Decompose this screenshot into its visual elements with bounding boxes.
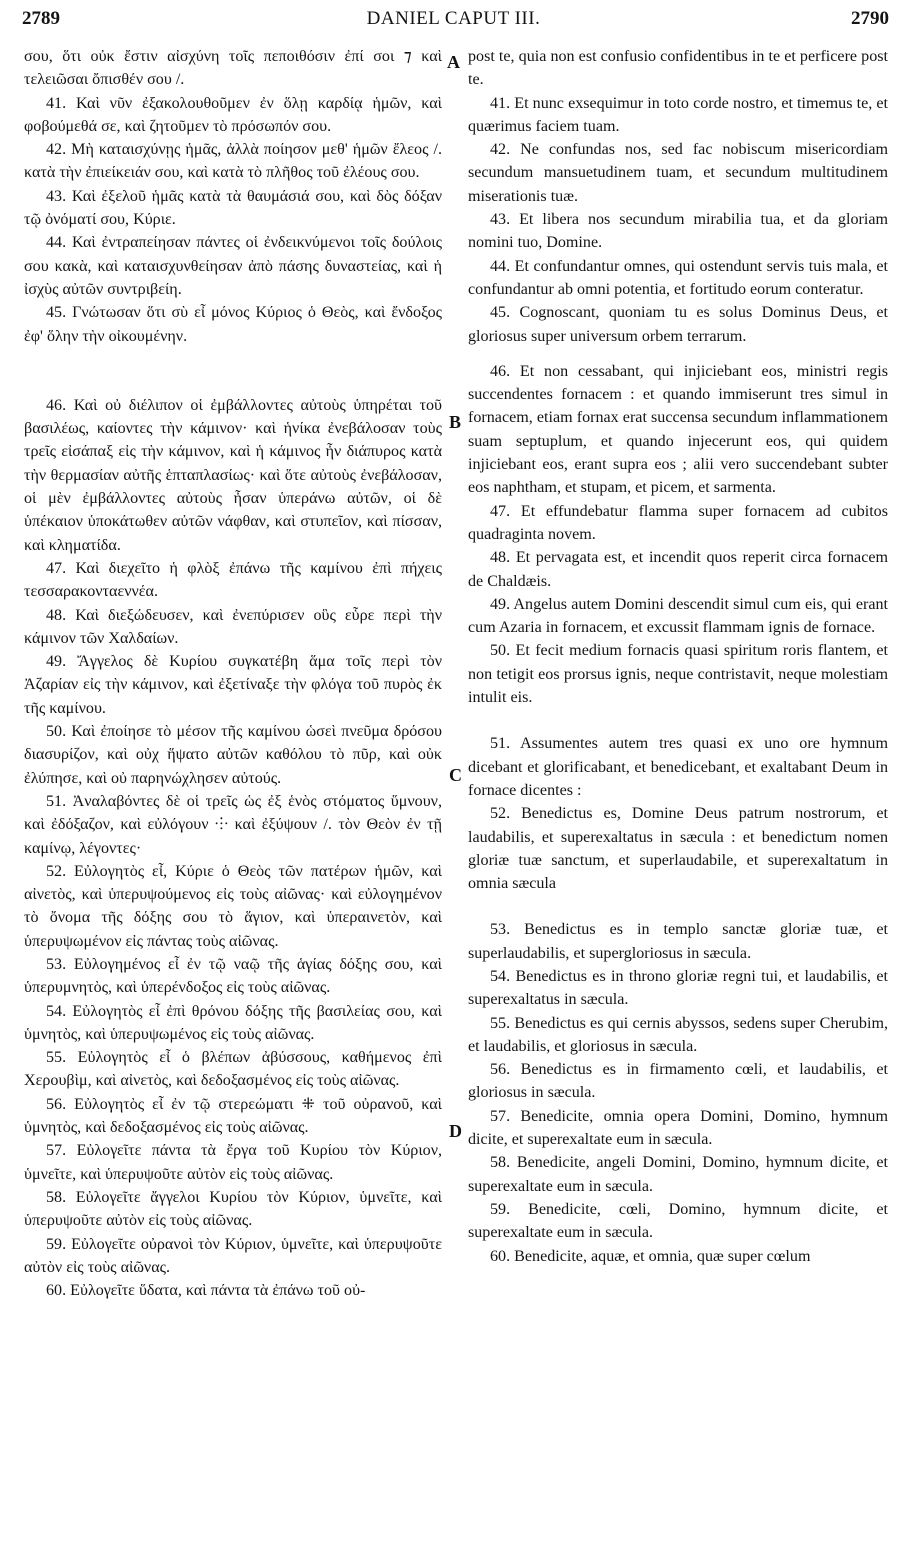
latin-verse-41: 41. Et nunc exsequimur in toto corde nostro, et timemus te, et quærimus faciem tuam. bbox=[468, 94, 888, 135]
latin-verse-54: 54. Benedictus es in throno gloriæ regni tui, et laudabilis, et superexaltatus in sæcula. bbox=[468, 967, 888, 1009]
latin-verse-47: 47. Et effundebatur flamma super fornacem ad cubitos quadraginta novem. bbox=[468, 502, 888, 543]
greek-verse-51: 51. Ἀναλαβόντες δὲ οἱ τρεῖς ὡς ἐξ ἑνὸς στόματος ὕμνουν, καὶ ἐδόξαζον, καὶ εὐλόγουν ⸭ καὶ ἐξύψουν /. τὸν Θεὸν ἐν τῇ καμίνῳ, λέγοντες· bbox=[24, 792, 442, 857]
greek-verse-42: 42. Μὴ καταισχύνῃς ἡμᾶς, ἀλλὰ ποίησον μεθ' ἡμῶν ἔλεος /. κατὰ τὴν ἐπιείκειάν σου, καὶ κατὰ τὸ πλῆθος τοῦ ἐλέους σου. bbox=[24, 141, 442, 182]
latin-verse-45: 45. Cognoscant, quoniam tu es solus Dominus Deus, et gloriosus super universum orbem terrarum. bbox=[468, 304, 888, 345]
latin-verse-46: 46. Et non cessabant, qui injiciebant eos, ministri regis succendentes fornacem : et quando immiserunt tres simul in fornacem, etiam fornax erat succensa secundum inflammationem suam septuplum, et quando injecerunt eos, qui quidem injiciebant eos, erant supra eos ; alii vero succendebant subter eos naphtham, et stupam, et picem, et sarmenta. bbox=[468, 362, 888, 497]
latin-verse-57: 57. Benedicite, omnia opera Domini, Domino, hymnum dicite, et superexaltate eum in sæcula. bbox=[468, 1107, 888, 1149]
greek-verse-46: 46. Καὶ οὐ διέλιπον οἱ ἐμβάλλοντες αὐτοὺς ὑπηρέται τοῦ βασιλέως, καίοντες τὴν κάμινον· καὶ ἡνίκα ἐνεβάλοσαν τοὺς τρεῖς εἰσάπαξ εἰς τὴν κάμινον, καὶ ἡ κάμινος ἦν διάπυρος κατὰ τὴν θερμασίαν αὐτῆς ἑπταπλασίως· καὶ ὅτε αὐτοὺς ἐνεβάλοσαν, οἱ μὲν ἐμβάλλοντες αὐτοὺς ἦσαν ὑπεράνω αὐτῶν, οἱ δὲ ὑπέκαιον ὑποκάτωθεν αὐτῶν νάφθαν, καὶ στυπεῖον, καὶ πίσσαν, καὶ κληματίδα. bbox=[24, 396, 442, 554]
greek-column bbox=[24, 45, 442, 1302]
left-page-number: 2789 bbox=[22, 8, 60, 29]
greek-verse-40-end: σου, ὅτι οὐκ ἔστιν αἰσχύνη τοῖς πεποιθόσιν ἐπί σοι ⁊ καὶ τελειῶσαι ὄπισθέν σου /. bbox=[24, 48, 442, 89]
margin-marker-b: B bbox=[449, 412, 462, 432]
greek-spacer bbox=[24, 348, 442, 371]
latin-verse-48: 48. Et pervagata est, et incendit quos reperit circa fornacem de Chaldæis. bbox=[468, 549, 888, 590]
greek-verse-43: 43. Καὶ ἐξελοῦ ἡμᾶς κατὰ τὰ θαυμάσιά σου, καὶ δὸς δόξαν τῷ ὀνόματί σου, Κύριε. bbox=[24, 187, 442, 229]
latin-spacer bbox=[468, 348, 888, 360]
margin-marker-c: C bbox=[449, 765, 462, 785]
greek-verse-57: 57. Εὐλογεῖτε πάντα τὰ ἔργα τοῦ Κυρίου τὸν Κύριον, ὑμνεῖτε, καὶ ὑπερυψοῦτε αὐτὸν εἰς τοὺς αἰῶνας. bbox=[24, 1142, 442, 1183]
greek-verse-41: 41. Καὶ νῦν ἐξακολουθοῦμεν ἐν ὅλῃ καρδίᾳ ἡμῶν, καὶ φοβούμεθά σε, καὶ ζητοῦμεν τὸ πρόσωπόν σου. bbox=[24, 94, 442, 135]
latin-verse-55: 55. Benedictus es qui cernis abyssos, sedens super Cherubim, et laudabilis, et gloriosus in sæcula. bbox=[468, 1014, 888, 1055]
greek-verse-54: 54. Εὐλογητὸς εἶ ἐπὶ θρόνου δόξης τῆς βασιλείας σου, καὶ ὑμνητὸς, καὶ ὑπερυψωμένος εἰς τοὺς αἰῶνας. bbox=[24, 1002, 442, 1043]
greek-verse-44: 44. Καὶ ἐντραπείησαν πάντες οἱ ἐνδεικνύμενοι τοῖς δούλοις σου κακὰ, καὶ καταισχυνθείησαν ἀπὸ πάσης δυναστείας, καὶ ἡ ἰσχὺς αὐτῶν συντριβείη. bbox=[24, 234, 442, 298]
latin-verse-43: 43. Et libera nos secundum mirabilia tua, et da gloriam nomini tuo, Domine. bbox=[468, 211, 888, 252]
greek-verse-59: 59. Εὐλογεῖτε οὐρανοὶ τὸν Κύριον, ὑμνεῖτε, καὶ ὑπερυψοῦτε αὐτὸν εἰς τοὺς αἰῶνας. bbox=[24, 1235, 442, 1276]
greek-verse-47: 47. Καὶ διεχεῖτο ἡ φλὸξ ἐπάνω τῆς καμίνου ἐπὶ πήχεις τεσσαρακονταεννέα. bbox=[24, 559, 442, 601]
greek-verse-53: 53. Εὐλογημένος εἶ ἐν τῷ ναῷ τῆς ἁγίας δόξης σου, καὶ ὑπερυμνητὸς, καὶ ὑπερένδοξος εἰς τοὺς αἰῶνας. bbox=[24, 955, 442, 997]
latin-verse-53: 53. Benedictus es in templo sanctæ gloriæ tuæ, et superlaudabilis, et supergloriosus in sæcula. bbox=[468, 921, 888, 962]
latin-verse-42: 42. Ne confundas nos, sed fac nobiscum misericordiam secundum mansuetudinem tuam, et secundum multitudinem miserationis tuæ. bbox=[468, 141, 888, 205]
latin-spacer bbox=[468, 709, 888, 732]
greek-verse-48: 48. Καὶ διεξώδευσεν, καὶ ἐνεπύρισεν οὓς εὗρε περὶ τὴν κάμινον τῶν Χαλδαίων. bbox=[24, 606, 442, 647]
latin-spacer bbox=[468, 895, 888, 918]
running-title: DANIEL CAPUT III. bbox=[366, 8, 541, 29]
latin-verse-44: 44. Et confundantur omnes, qui ostendunt servis tuis mala, et confundantur ab omni potentia, et fortitudo eorum conteratur. bbox=[468, 257, 888, 298]
greek-verse-52: 52. Εὐλογητὸς εἶ, Κύριε ὁ Θεὸς τῶν πατέρων ἡμῶν, καὶ αἰνετὸς, καὶ ὑπερυψούμενος εἰς τοὺς αἰῶνας· καὶ εὐλογημένον τὸ ὄνομα τῆς δόξης σου τὸ ἅγιον, καὶ ὑπεραινετὸν, καὶ ὑπερυψωμένον εἰς πάντας τοὺς αἰῶνας. bbox=[24, 862, 442, 950]
greek-verse-56: 56. Εὐλογητὸς εἶ ἐν τῷ στερεώματι ⁜ τοῦ οὐρανοῦ, καὶ ὑμνητὸς, καὶ δεδοξασμένος εἰς τοὺς αἰῶνας. bbox=[24, 1095, 442, 1137]
greek-verse-55: 55. Εὐλογητὸς εἶ ὁ βλέπων ἀβύσσους, καθήμενος ἐπὶ Χερουβὶμ, καὶ αἰνετὸς, καὶ δεδοξασμένος εἰς τοὺς αἰῶνας. bbox=[24, 1049, 442, 1090]
page-header bbox=[0, 8, 907, 38]
latin-verse-51: 51. Assumentes autem tres quasi ex uno ore hymnum dicebant et glorificabant, et benedicebant, et exaltabant Deum in fornace dicentes : bbox=[468, 735, 888, 799]
latin-verse-49: 49. Angelus autem Domini descendit simul cum eis, qui erant cum Azaria in fornacem, et excussit flammam ignis de fornace. bbox=[468, 595, 888, 637]
latin-verse-50: 50. Et fecit medium fornacis quasi spiritum roris flantem, et non tetigit eos prorsus ignis, neque contristavit, neque molestiam intulit eis. bbox=[468, 642, 888, 707]
right-page-number: 2790 bbox=[851, 8, 889, 29]
latin-verse-56: 56. Benedictus es in firmamento cœli, et laudabilis, et gloriosus in sæcula. bbox=[468, 1061, 888, 1102]
margin-marker-a: A bbox=[447, 52, 460, 72]
greek-verse-45: 45. Γνώτωσαν ὅτι σὺ εἶ μόνος Κύριος ὁ Θεὸς, καὶ ἔνδοξος ἐφ' ὅλην τὴν οἰκουμένην. bbox=[24, 304, 442, 345]
greek-verse-50: 50. Καὶ ἐποίησε τὸ μέσον τῆς καμίνου ὡσεὶ πνεῦμα δρόσου διασυρίζον, καὶ οὐχ ἥψατο αὐτῶν καθόλου τὸ πῦρ, καὶ οὐκ ἐλύπησε, καὶ οὐ παρηνώχλησεν αὐτούς. bbox=[24, 723, 442, 787]
greek-verse-60: 60. Εὐλογεῖτε ὕδατα, καὶ πάντα τὰ ἐπάνω τοῦ οὐ- bbox=[46, 1282, 366, 1300]
greek-verse-49: 49. Ἄγγελος δὲ Κυρίου συγκατέβη ἅμα τοῖς περὶ τὸν Ἀζαρίαν εἰς τὴν κάμινον, καὶ ἐξετίναξε τὴν φλόγα τοῦ πυρὸς ἐκ τῆς καμίνου. bbox=[24, 653, 442, 717]
latin-verse-52: 52. Benedictus es, Domine Deus patrum nostrorum, et laudabilis, et superexaltatus in sæcula : et benedictum nomen gloriæ tuæ sanctum, et superlaudabile, et superexaltatum in omnia sæcula bbox=[468, 805, 888, 893]
greek-verse-58: 58. Εὐλογεῖτε ἄγγελοι Κυρίου τὸν Κύριον, ὑμνεῖτε, καὶ ὑπερυψοῦτε αὐτὸν εἰς τοὺς αἰῶνας. bbox=[24, 1188, 442, 1230]
greek-spacer bbox=[24, 371, 442, 394]
latin-verse-58: 58. Benedicite, angeli Domini, Domino, hymnum dicite, et superexaltate eum in sæcula. bbox=[468, 1154, 888, 1195]
margin-marker-d: D bbox=[449, 1121, 462, 1141]
latin-verse-59: 59. Benedicite, cœli, Domino, hymnum dicite, et superexaltate eum in sæcula. bbox=[468, 1200, 888, 1242]
latin-verse-40-end: post te, quia non est confusio confidentibus in te et perficere post te. bbox=[468, 48, 888, 89]
latin-verse-60: 60. Benedicite, aquæ, et omnia, quæ super cœlum bbox=[490, 1247, 811, 1265]
latin-column bbox=[468, 45, 888, 1268]
